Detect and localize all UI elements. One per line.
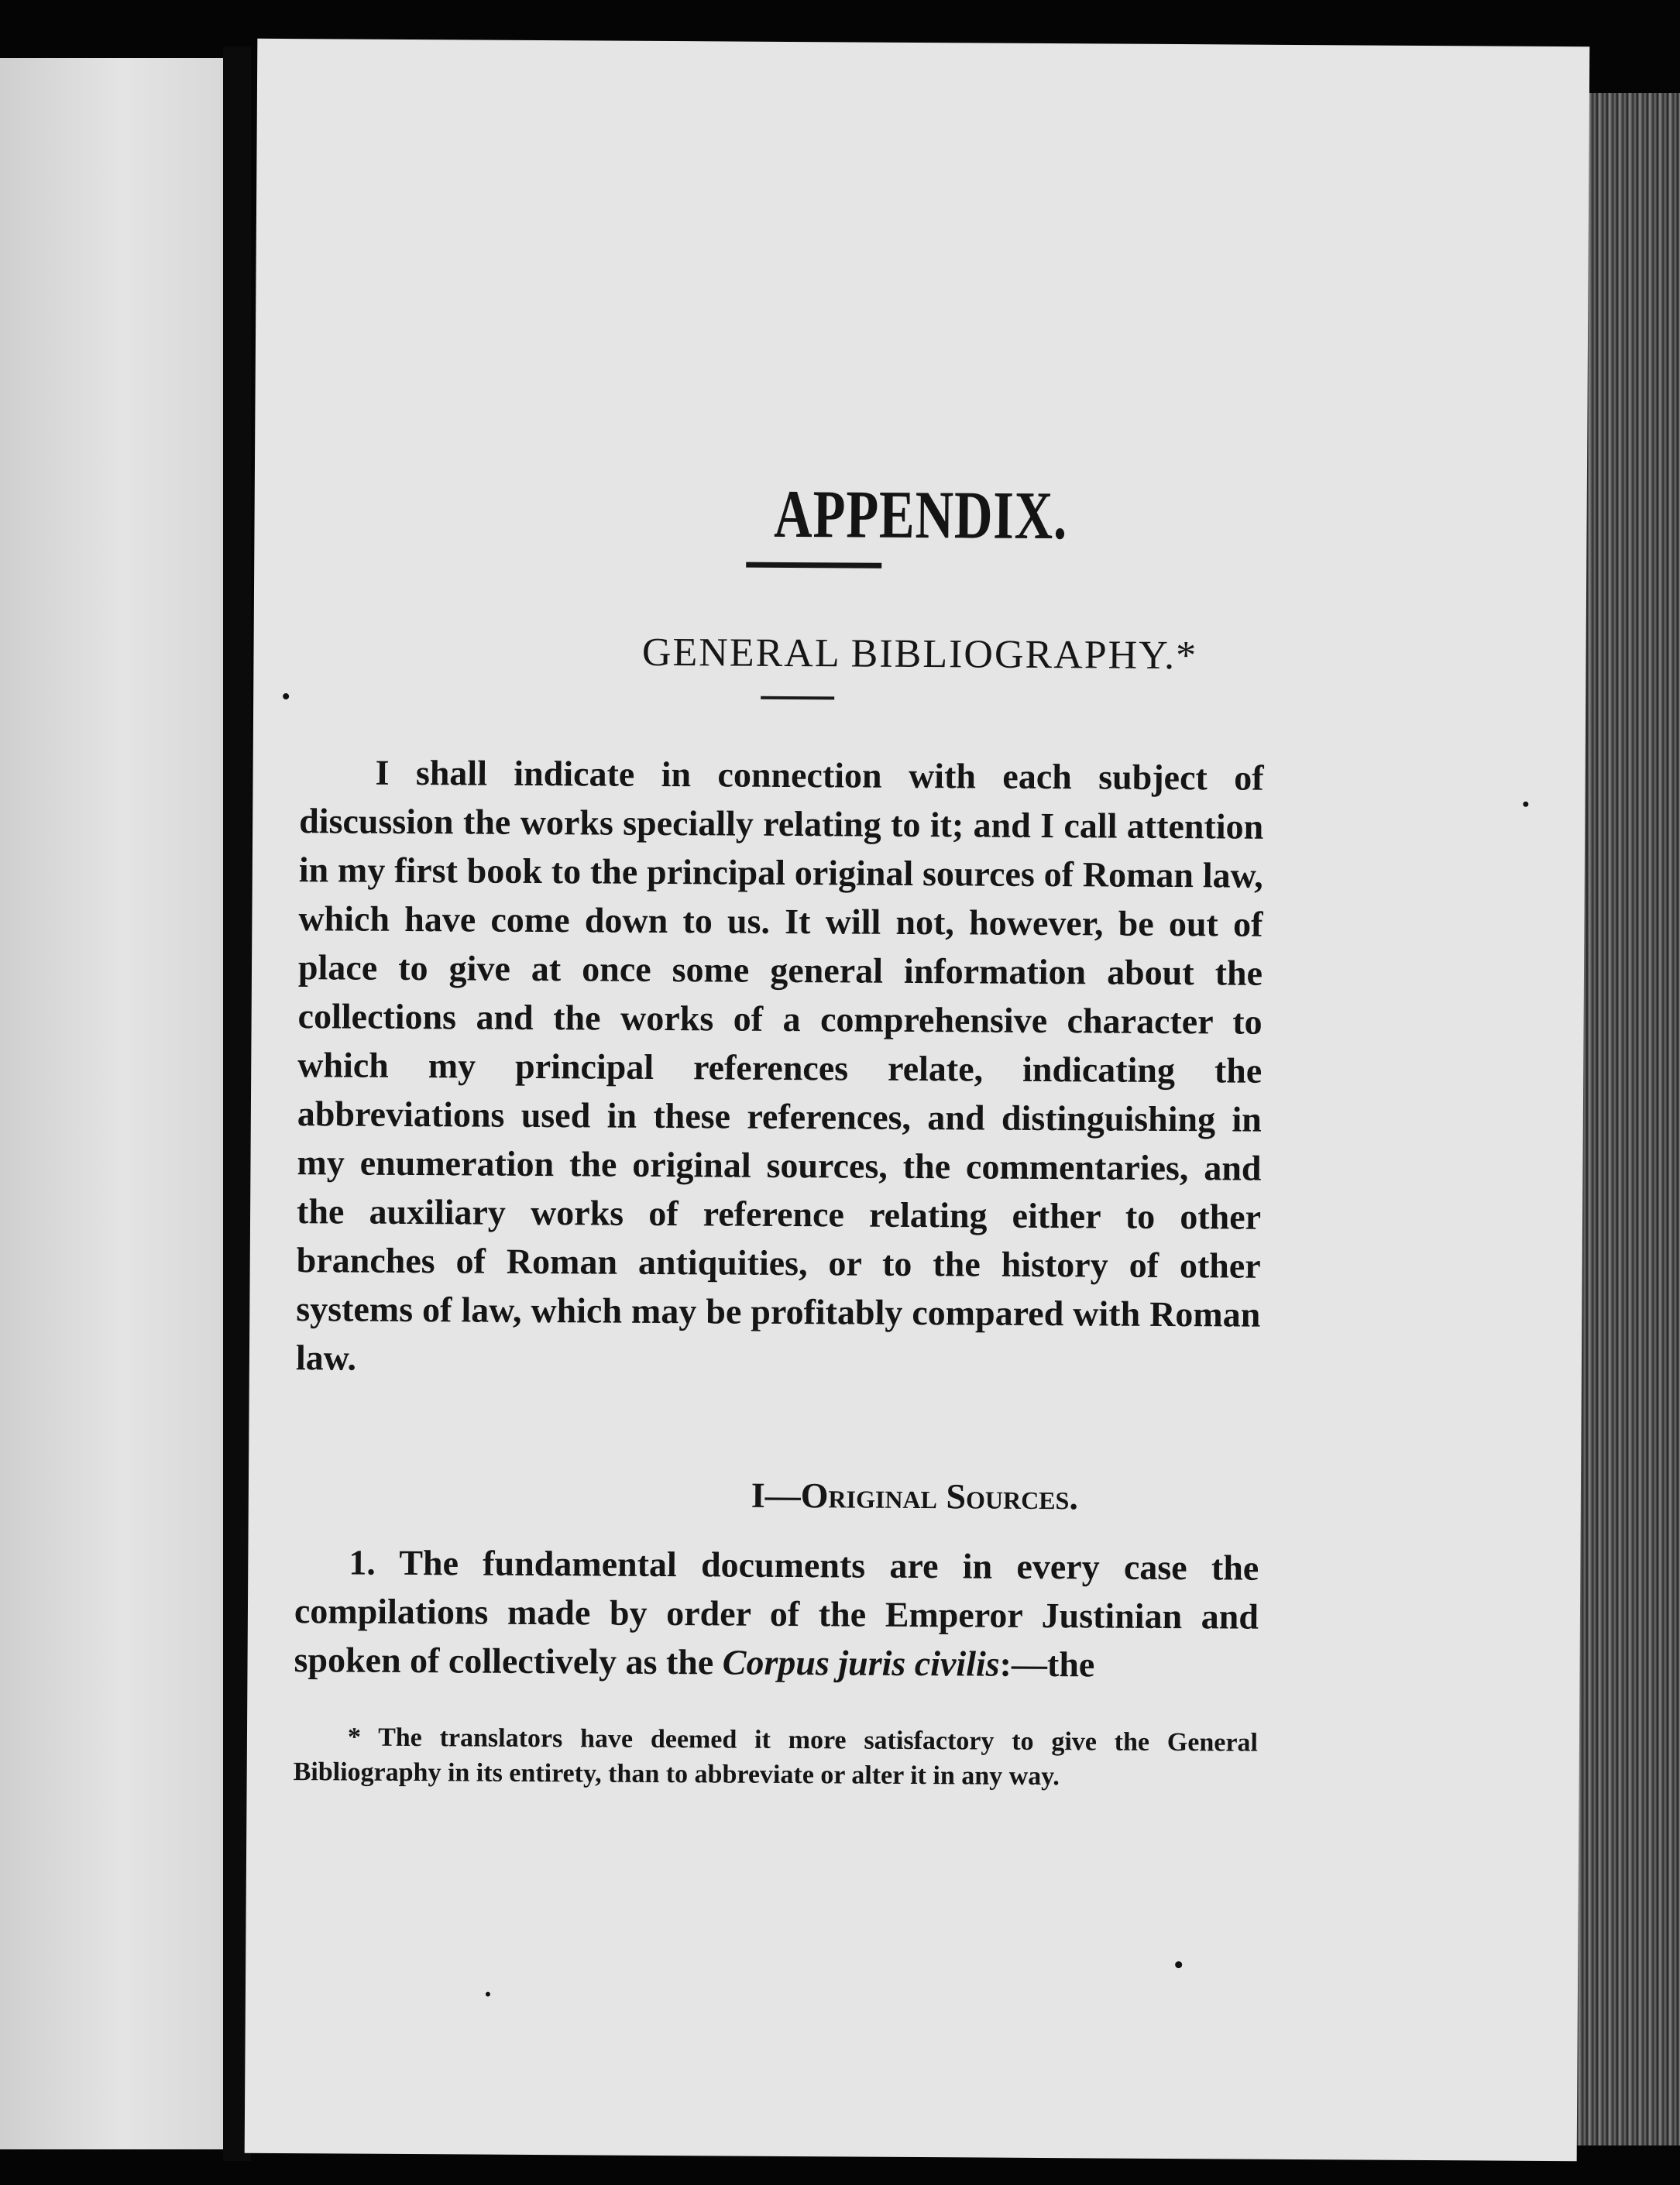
dust-speck [1175, 1961, 1182, 1968]
previous-page-edge [0, 58, 223, 2149]
section-heading: I—Original Sources. [751, 1475, 1079, 1517]
paragraph-1-end: :—the [999, 1644, 1095, 1685]
title-rule [746, 562, 881, 569]
dust-speck [1523, 802, 1528, 807]
dust-speck [486, 1992, 490, 1997]
paragraph-1-text: 1. The fundamental documents are in every case the compilations made by order of the Emperor Justinian and spoken of collectively as the [294, 1542, 1259, 1682]
page-title: APPENDIX. [773, 476, 1068, 555]
intro-paragraph: I shall indicate in connection with each subject of discussion the works specially relating to it; and I call attention in my first book to the principal original sources of Roman law, which have come down to us. It will not, however, be out of place to give at once some general information about the collections and the works of a comprehensive character to which my principal references relate, indicating the abbreviations used in these references, and distinguishing in my enumeration the original sources, the commentaries, and the auxiliary works of reference relating either to other branches of Roman antiquities, or to the history of other systems of law, which may be profitably compared with Roman law. [295, 752, 1264, 1378]
book-page [245, 39, 1590, 2161]
paragraph-1 [294, 1537, 1259, 1690]
corpus-juris-title: Corpus juris civilis [722, 1642, 1000, 1684]
page-subtitle: GENERAL BIBLIOGRAPHY.* [641, 630, 1198, 679]
subtitle-rule [761, 696, 834, 700]
dust-speck [283, 693, 289, 699]
page-stack-edge [1572, 93, 1680, 2145]
footnote: * The translators have deemed it more satisfactory to give the General Bibliography in its entirety, than to abbreviate or alter it in any way. [293, 1723, 1259, 1792]
